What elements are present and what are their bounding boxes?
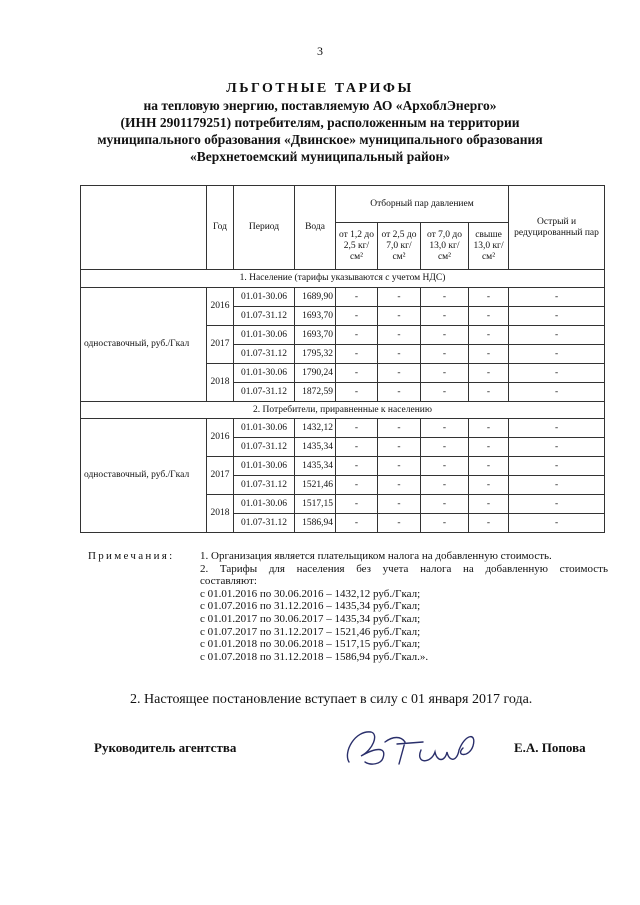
dash-cell: -: [378, 288, 421, 307]
dash-cell: -: [509, 345, 605, 364]
period-cell: 01.01-30.06: [234, 457, 295, 476]
signatory-position: Руководитель агентства: [94, 740, 237, 755]
dash-cell: -: [378, 383, 421, 402]
header-year: Год: [207, 186, 234, 270]
dash-cell: -: [509, 288, 605, 307]
note-line: составляют:: [200, 575, 257, 588]
year-cell: 2016: [207, 288, 234, 326]
water-value: 1790,24: [295, 364, 336, 383]
water-value: 1435,34: [295, 438, 336, 457]
year-cell: 2017: [207, 457, 234, 495]
dash-cell: -: [378, 326, 421, 345]
dash-cell: -: [509, 514, 605, 533]
dash-cell: -: [336, 438, 378, 457]
notes-label: Примечания:: [88, 550, 175, 562]
period-cell: 01.07-31.12: [234, 514, 295, 533]
dash-cell: -: [509, 476, 605, 495]
title-heading: ЛЬГОТНЫЕ ТАРИФЫ: [226, 81, 414, 96]
year-cell: 2017: [207, 326, 234, 364]
note-line: с 01.01.2017 по 30.06.2017 – 1435,34 руб./Гкал;: [200, 612, 421, 625]
water-value: 1693,70: [295, 326, 336, 345]
dash-cell: -: [421, 326, 469, 345]
water-value: 1435,34: [295, 457, 336, 476]
period-cell: 01.01-30.06: [234, 495, 295, 514]
dash-cell: -: [421, 514, 469, 533]
dash-cell: -: [336, 476, 378, 495]
dash-cell: -: [336, 326, 378, 345]
period-cell: 01.01-30.06: [234, 419, 295, 438]
dash-cell: -: [509, 457, 605, 476]
dash-cell: -: [469, 457, 509, 476]
dash-cell: -: [378, 438, 421, 457]
header-pressure-4: свыше 13,0 кг/см²: [469, 223, 509, 270]
period-cell: 01.07-31.12: [234, 345, 295, 364]
period-cell: 01.01-30.06: [234, 364, 295, 383]
tariff-table: [80, 185, 605, 533]
dash-cell: -: [469, 476, 509, 495]
dash-cell: -: [421, 345, 469, 364]
water-value: 1693,70: [295, 307, 336, 326]
dash-cell: -: [378, 514, 421, 533]
category-label: одноставочный, руб./Гкал: [81, 419, 207, 533]
dash-cell: -: [336, 288, 378, 307]
dash-cell: -: [378, 476, 421, 495]
header-blank: [81, 186, 207, 270]
dash-cell: -: [509, 307, 605, 326]
title-line: «Верхнетоемский муниципальный район»: [189, 149, 451, 164]
period-cell: 01.07-31.12: [234, 438, 295, 457]
section-title: 1. Население (тарифы указываются с учетом НДС): [81, 270, 605, 288]
header-period: Период: [234, 186, 295, 270]
water-value: 1521,46: [295, 476, 336, 495]
dash-cell: -: [421, 457, 469, 476]
dash-cell: -: [509, 438, 605, 457]
dash-cell: -: [469, 514, 509, 533]
dash-cell: -: [469, 345, 509, 364]
period-cell: 01.07-31.12: [234, 476, 295, 495]
note-line: с 01.01.2016 по 30.06.2016 – 1432,12 руб./Гкал;: [200, 587, 421, 600]
dash-cell: -: [336, 495, 378, 514]
header-water: Вода: [295, 186, 336, 270]
period-cell: 01.07-31.12: [234, 307, 295, 326]
dash-cell: -: [336, 457, 378, 476]
dash-cell: -: [421, 476, 469, 495]
page-number: 3: [317, 44, 323, 58]
dash-cell: -: [469, 438, 509, 457]
note-line: 1. Организация является плательщиком налога на добавленную стоимость.: [200, 550, 552, 562]
note-line: с 01.07.2018 по 31.12.2018 – 1586,94 руб./Гкал.».: [200, 650, 429, 663]
dash-cell: -: [421, 495, 469, 514]
dash-cell: -: [469, 383, 509, 402]
water-value: 1586,94: [295, 514, 336, 533]
dash-cell: -: [378, 307, 421, 326]
dash-cell: -: [336, 383, 378, 402]
dash-cell: -: [378, 457, 421, 476]
year-cell: 2016: [207, 419, 234, 457]
dash-cell: -: [336, 514, 378, 533]
dash-cell: -: [469, 495, 509, 514]
water-value: 1432,12: [295, 419, 336, 438]
note-line: с 01.01.2018 по 30.06.2018 – 1517,15 руб./Гкал;: [200, 638, 421, 651]
note-line: 2. Тарифы для населения без учета налога на добавленную стоимость: [200, 562, 608, 575]
dash-cell: -: [509, 326, 605, 345]
dash-cell: -: [336, 419, 378, 438]
dash-cell: -: [336, 364, 378, 383]
dash-cell: -: [378, 345, 421, 364]
note-line: с 01.07.2016 по 31.12.2016 – 1435,34 руб./Гкал;: [200, 600, 421, 613]
dash-cell: -: [421, 419, 469, 438]
title-line: муниципального образования «Двинское» муниципального образования: [97, 132, 543, 147]
water-value: 1517,15: [295, 495, 336, 514]
dash-cell: -: [421, 364, 469, 383]
year-cell: 2018: [207, 495, 234, 533]
dash-cell: -: [421, 307, 469, 326]
dash-cell: -: [469, 307, 509, 326]
dash-cell: -: [378, 419, 421, 438]
handwritten-signature: [335, 722, 485, 772]
water-value: 1689,90: [295, 288, 336, 307]
dash-cell: -: [421, 383, 469, 402]
dash-cell: -: [509, 419, 605, 438]
notes-body: [200, 550, 608, 663]
dash-cell: -: [421, 438, 469, 457]
title-line: на тепловую энергию, поставляемую АО «АрхоблЭнерго»: [143, 98, 497, 113]
dash-cell: -: [469, 326, 509, 345]
note-line: с 01.07.2017 по 31.12.2017 – 1521,46 руб./Гкал;: [200, 625, 421, 638]
water-value: 1872,59: [295, 383, 336, 402]
water-value: 1795,32: [295, 345, 336, 364]
header-sharp-steam: Острый и редуцированный пар: [509, 186, 605, 270]
header-pressure-1: от 1,2 до 2,5 кг/см²: [336, 223, 378, 270]
document-title: [40, 80, 600, 165]
header-pressure-2: от 2,5 до 7,0 кг/см²: [378, 223, 421, 270]
dash-cell: -: [421, 288, 469, 307]
dash-cell: -: [336, 307, 378, 326]
dash-cell: -: [469, 419, 509, 438]
period-cell: 01.01-30.06: [234, 326, 295, 345]
year-cell: 2018: [207, 364, 234, 402]
header-selected-steam: Отборный пар давлением: [336, 186, 509, 223]
signatory-name: Е.А. Попова: [514, 740, 586, 755]
dash-cell: -: [378, 495, 421, 514]
period-cell: 01.01-30.06: [234, 288, 295, 307]
enactment-clause: 2. Настоящее постановление вступает в силу с 01 января 2017 года.: [130, 692, 533, 707]
title-line: (ИНН 2901179251) потребителям, расположенным на территории: [120, 115, 520, 130]
dash-cell: -: [509, 383, 605, 402]
section-title: 2. Потребители, приравненные к населению: [81, 402, 605, 419]
dash-cell: -: [469, 364, 509, 383]
category-label: одноставочный, руб./Гкал: [81, 288, 207, 402]
dash-cell: -: [378, 364, 421, 383]
header-pressure-3: от 7,0 до 13,0 кг/см²: [421, 223, 469, 270]
dash-cell: -: [509, 364, 605, 383]
dash-cell: -: [509, 495, 605, 514]
dash-cell: -: [469, 288, 509, 307]
dash-cell: -: [336, 345, 378, 364]
period-cell: 01.07-31.12: [234, 383, 295, 402]
